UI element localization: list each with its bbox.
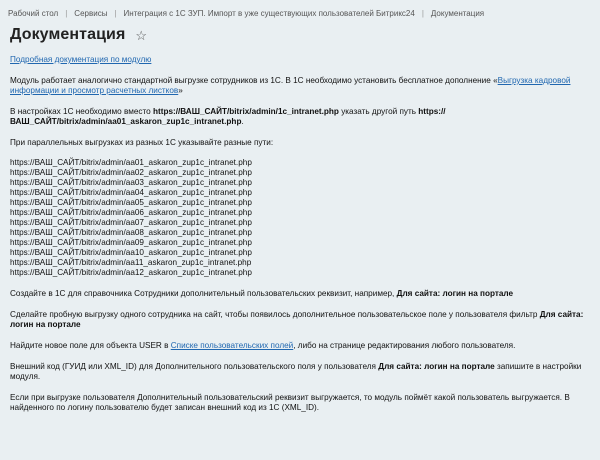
field-name: Для сайта: логин на портале <box>10 310 584 329</box>
path-item: https://ВАШ_САЙТ/bitrix/admin/aa06_askaron_zup1c_intranet.php <box>10 208 252 217</box>
external-code-paragraph <box>10 362 590 382</box>
module-path: https://ВАШ_САЙТ/bitrix/admin/aa01_askaron_zup1c_intranet.php <box>10 107 446 126</box>
default-path: https://ВАШ_САЙТ/bitrix/admin/1c_intranet.php <box>153 107 339 116</box>
find-field-pre: Найдите новое поле для объекта USER в <box>10 341 171 350</box>
intro-end: » <box>178 86 183 95</box>
breadcrumb-item-desktop[interactable]: Рабочий стол <box>8 8 59 18</box>
settings-paragraph <box>10 107 590 127</box>
settings-text-mid: указать другой путь <box>338 107 419 116</box>
addon-link[interactable]: Выгрузка кадровой информации и просмотр расчетных листков <box>10 76 571 95</box>
breadcrumb-item-services[interactable]: Сервисы <box>74 8 108 18</box>
find-field-post: , либо на странице редактирования любого пользователя. <box>293 341 516 350</box>
path-item: https://ВАШ_САЙТ/bitrix/admin/aa02_askaron_zup1c_intranet.php <box>10 168 252 177</box>
path-item: https://ВАШ_САЙТ/bitrix/admin/aa11_askaron_zup1c_intranet.php <box>10 258 252 267</box>
external-code-post: запишите в настройки модуля. <box>10 362 582 381</box>
field-name: Для сайта: логин на портале <box>396 289 514 298</box>
breadcrumb-item-documentation: Документация <box>430 8 485 18</box>
path-item: https://ВАШ_САЙТ/bitrix/admin/aa08_askaron_zup1c_intranet.php <box>10 228 252 237</box>
create-field-text: Создайте в 1С для справочника Сотрудники дополнительный пользовательских реквизит, например, <box>10 289 397 298</box>
path-item: https://ВАШ_САЙТ/bitrix/admin/aa07_askaron_zup1c_intranet.php <box>10 218 252 227</box>
page-title: Документация <box>10 26 126 43</box>
detailed-docs-link[interactable]: Подробная документация по модулю <box>10 55 152 64</box>
parallel-paragraph: При параллельных выгрузках из разных 1С указывайте разные пути: <box>10 138 274 147</box>
breadcrumb-separator: | <box>114 8 117 18</box>
test-export-text: Сделайте пробную выгрузку одного сотрудника на сайт, чтобы появилось дополнительное пользовательское поле у пользователя фильтр <box>10 310 540 319</box>
breadcrumb <box>8 6 484 20</box>
paths-list <box>10 158 590 278</box>
doc-link-paragraph <box>10 55 590 65</box>
path-item: https://ВАШ_САЙТ/bitrix/admin/aa09_askaron_zup1c_intranet.php <box>10 238 252 247</box>
title-row <box>10 26 147 44</box>
external-code-pre: Внешний код (ГУИД или XML_ID) для Дополнительного пользовательского поля у пользователя <box>10 362 379 371</box>
field-name: Для сайта: логин на портале <box>378 362 495 371</box>
breadcrumb-separator: | <box>65 8 68 18</box>
star-icon[interactable]: ☆ <box>135 27 148 43</box>
path-item: https://ВАШ_САЙТ/bitrix/admin/aa12_askaron_zup1c_intranet.php <box>10 268 252 277</box>
documentation-content <box>10 55 590 413</box>
path-item: https://ВАШ_САЙТ/bitrix/admin/aa04_askaron_zup1c_intranet.php <box>10 188 252 197</box>
settings-text-end: . <box>241 117 244 126</box>
test-export-paragraph <box>10 310 590 330</box>
path-item: https://ВАШ_САЙТ/bitrix/admin/aa01_askaron_zup1c_intranet.php <box>10 158 252 167</box>
intro-text: Модуль работает аналогично стандартной выгрузке сотрудников из 1С. В 1С необходимо установить бесплатное дополнение « <box>10 76 498 85</box>
final-paragraph: Если при выгрузке пользователя Дополнительный пользовательский реквизит выгружается, то модуль поймёт какой пользователь выгружается. В найденного по логину пользователю будет записан внешний код из 1С (XML_ID). <box>10 393 570 412</box>
create-field-paragraph <box>10 289 590 299</box>
find-field-paragraph <box>10 341 590 351</box>
intro-paragraph <box>10 76 590 96</box>
user-fields-link[interactable]: Списке пользовательских полей <box>170 341 294 350</box>
path-item: https://ВАШ_САЙТ/bitrix/admin/aa05_askaron_zup1c_intranet.php <box>10 198 252 207</box>
breadcrumb-item-integration[interactable]: Интеграция с 1С ЗУП. Импорт в уже существующих пользователей Битрикс24 <box>123 8 415 18</box>
path-item: https://ВАШ_САЙТ/bitrix/admin/aa03_askaron_zup1c_intranet.php <box>10 178 252 187</box>
path-item: https://ВАШ_САЙТ/bitrix/admin/aa10_askaron_zup1c_intranet.php <box>10 248 252 257</box>
breadcrumb-separator: | <box>421 8 424 18</box>
settings-text-pre: В настройках 1С необходимо вместо <box>10 107 154 116</box>
